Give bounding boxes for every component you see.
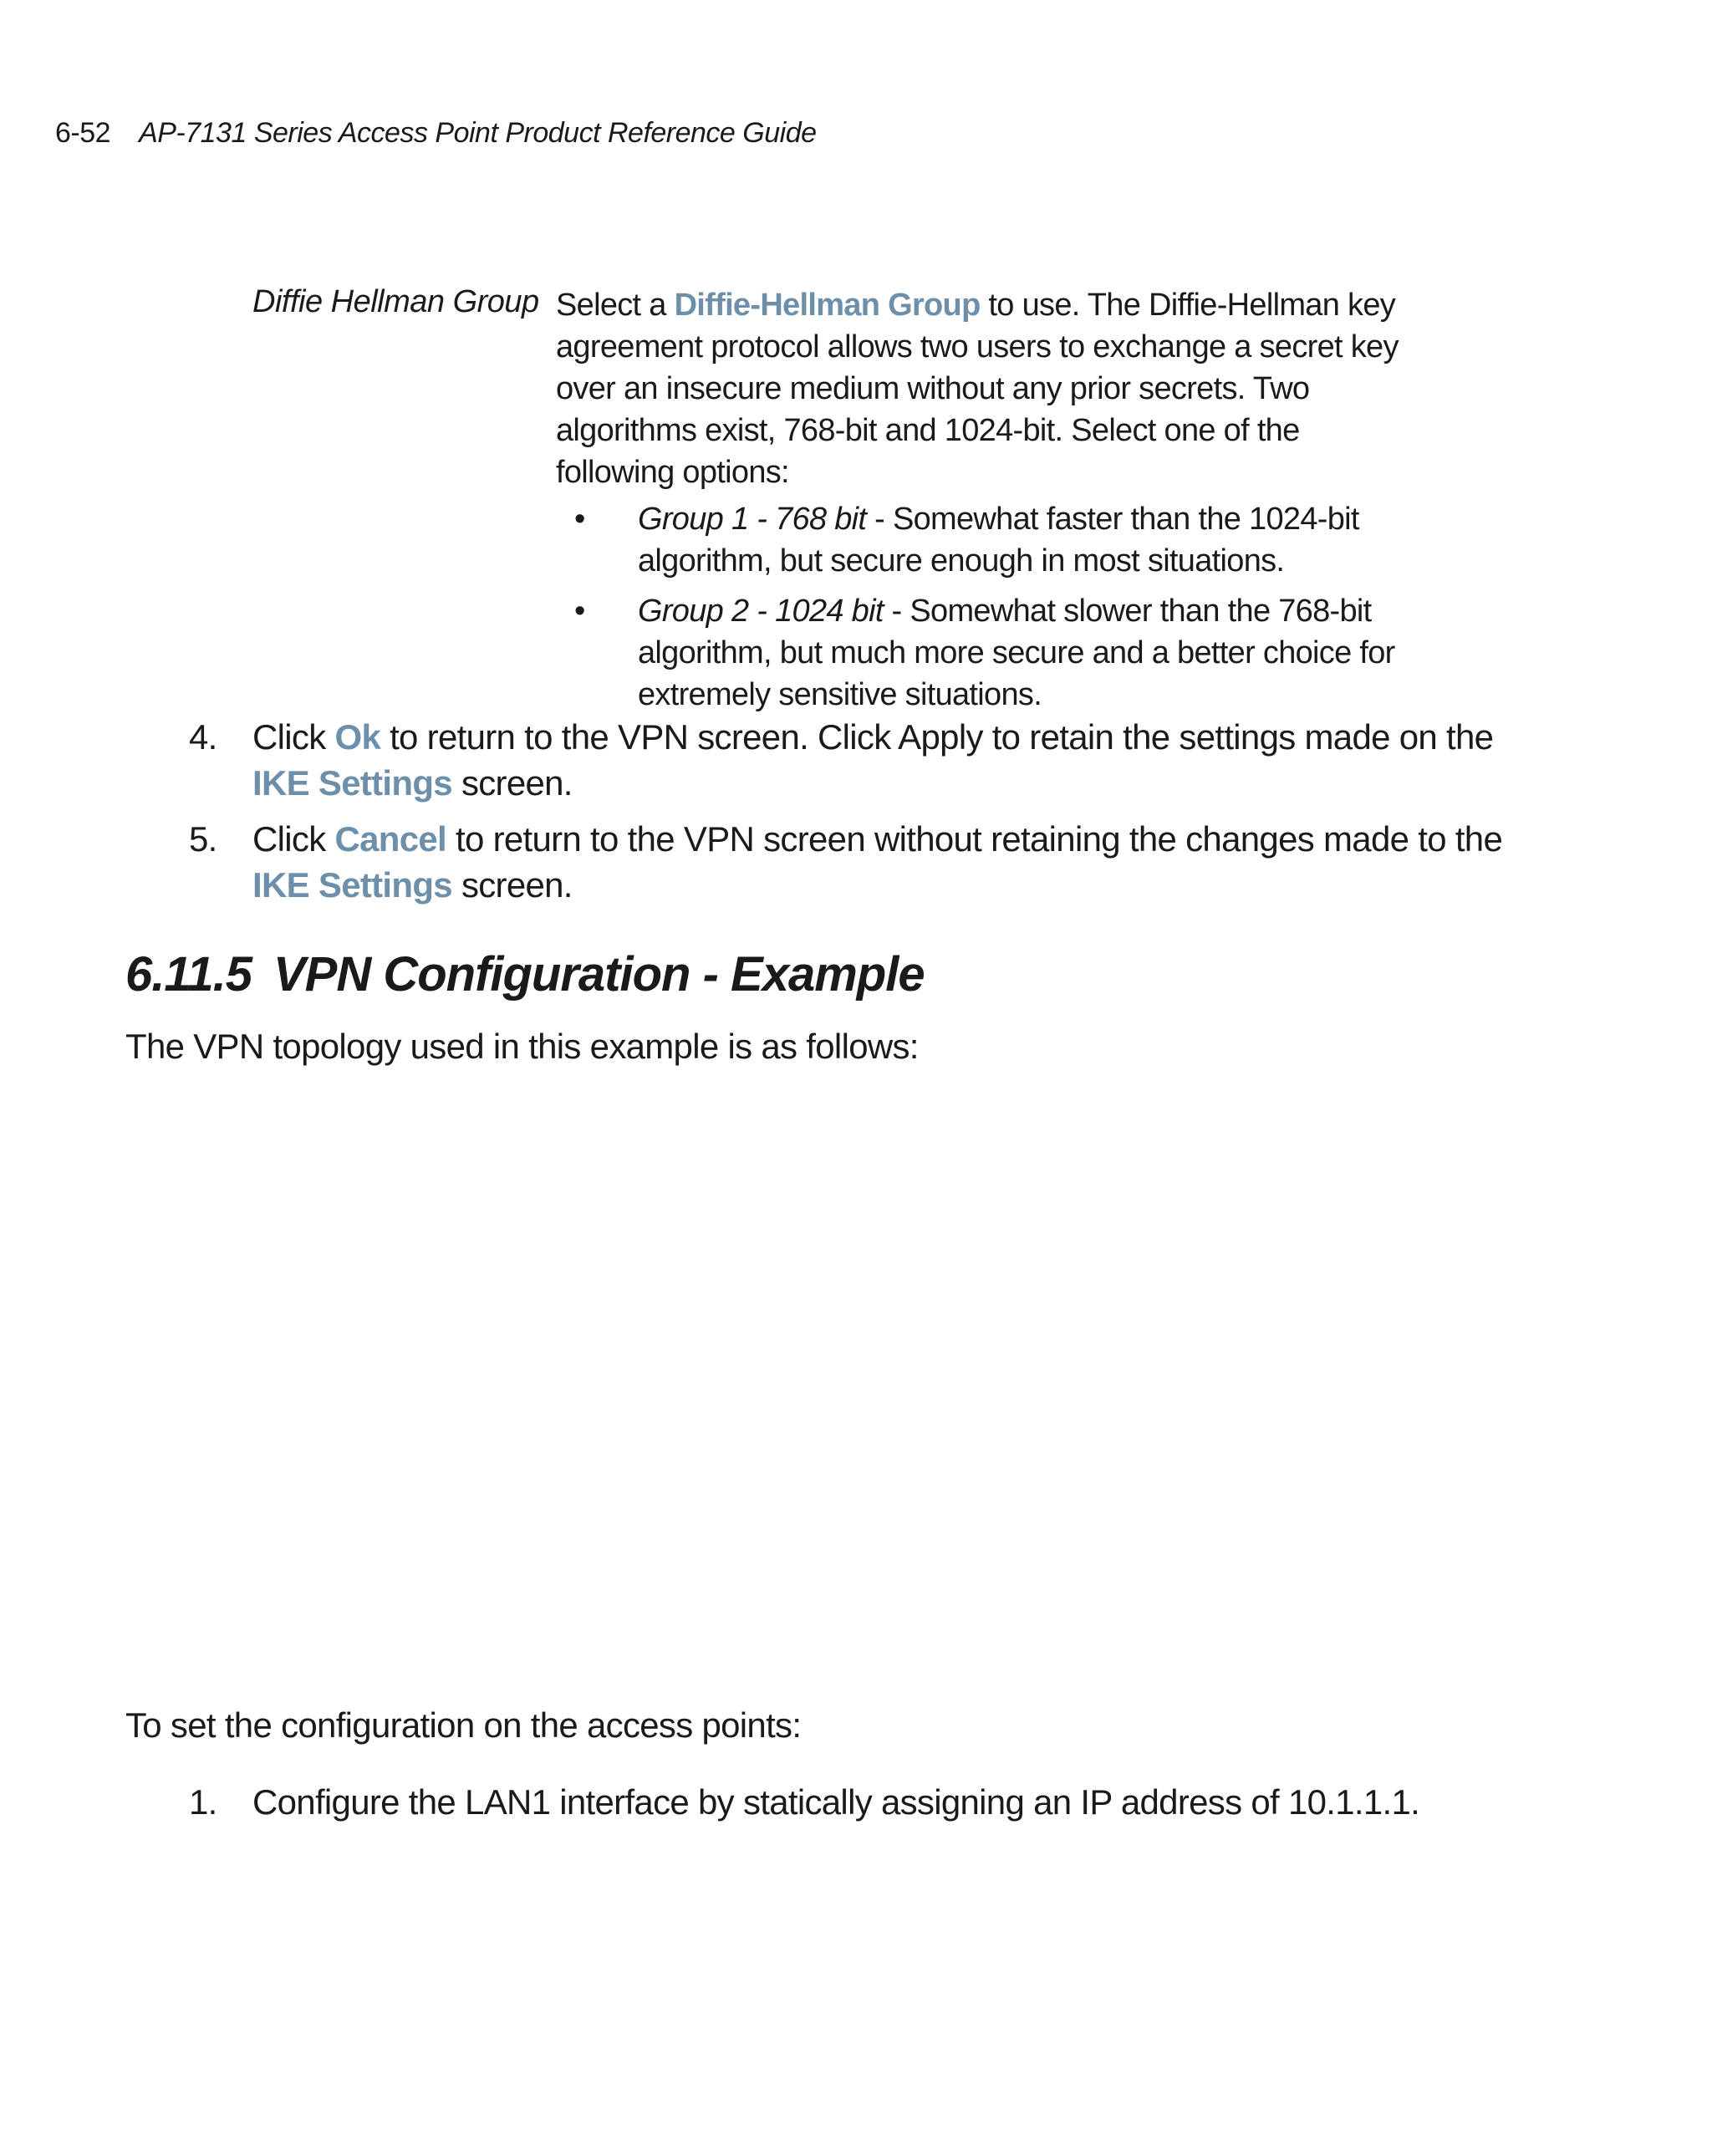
step-item — [0, 816, 1523, 908]
step-number: 5. — [189, 819, 217, 859]
option-item — [556, 498, 1417, 582]
step-text: Click — [252, 717, 335, 757]
steps-top-list — [0, 714, 1712, 918]
page-number: 6-52 — [55, 117, 111, 149]
option-name: Group 1 - 768 bit — [638, 502, 867, 537]
step-item — [0, 1779, 1523, 1825]
intro-text-before: Select a — [556, 288, 675, 323]
highlight-ike-settings: IKE Settings — [252, 865, 452, 905]
step-text: screen. — [451, 763, 573, 803]
step-text: Configure the LAN1 interface by statically assigning an IP address of 10.1.1.1. — [252, 1782, 1420, 1822]
step-text: to return to the VPN screen. Click Apply to retain the settings made on the — [380, 717, 1494, 757]
option-description: - Somewhat faster than the 1024-bit algorithm, but secure enough in most situations. — [638, 502, 1359, 579]
guide-title: AP-7131 Series Access Point Product Reference Guide — [139, 117, 817, 149]
highlight-cancel: Cancel — [334, 819, 446, 859]
step-number: 1. — [189, 1782, 217, 1822]
highlight-ike-settings: IKE Settings — [252, 763, 452, 803]
option-description: - Somewhat slower than the 768-bit algorithm, but much more secure and a better choice for extremely sensitive situations. — [638, 594, 1395, 712]
definition-term: Diffie Hellman Group — [252, 284, 539, 319]
step-text: to return to the VPN screen without retaining the changes made to the — [446, 819, 1503, 859]
section-title: VPN Configuration - Example — [273, 947, 925, 1002]
step-item — [0, 714, 1523, 806]
topology-figure-area — [125, 1112, 1580, 1680]
step-text: screen. — [451, 865, 573, 905]
config-paragraph: To set the configuration on the access points: — [125, 1705, 802, 1745]
section-number: 6.11.5 — [125, 947, 252, 1002]
bullet-icon: • — [574, 502, 585, 537]
page-header — [55, 117, 817, 150]
option-name: Group 2 - 1024 bit — [638, 594, 884, 629]
step-number: 4. — [189, 717, 217, 757]
definition-body — [556, 284, 1417, 724]
section-heading — [125, 946, 925, 1002]
options-list — [556, 498, 1417, 716]
highlight-diffie-hellman-group: Diffie-Hellman Group — [674, 288, 981, 323]
intro-text-after: to use. The Diffie-Hellman key agreement protocol allows two users to exchange a secret key over an insecure medium without any prior secrets. Two algorithms exist, 768-bit and 1024-bit. Select one of the following options: — [556, 288, 1399, 490]
intro-paragraph: The VPN topology used in this example is as follows: — [125, 1027, 919, 1066]
highlight-ok: Ok — [334, 717, 381, 757]
option-item — [556, 590, 1417, 716]
steps-bottom-list — [0, 1779, 1712, 1835]
step-text: Click — [252, 819, 335, 859]
bullet-icon: • — [574, 594, 585, 629]
definition-intro — [556, 284, 1417, 493]
